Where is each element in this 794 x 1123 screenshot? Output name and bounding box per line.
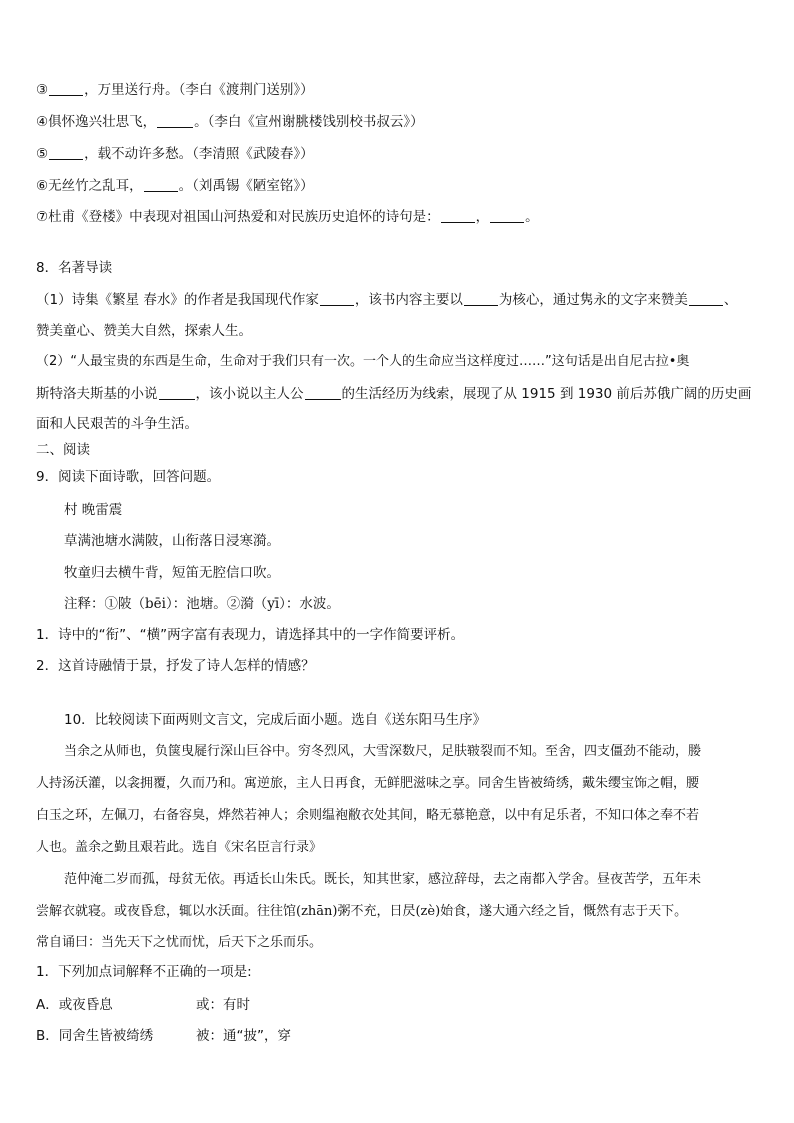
line-text: ，该小说以主人公	[195, 386, 304, 402]
q7-line-3	[36, 80, 764, 100]
line-text: ，万里送行舟。（李白《渡荆门送别》）	[84, 82, 314, 98]
answer-blank[interactable]	[305, 385, 341, 400]
q8-p2-line-3: 面和人民艰苦的斗争生活。	[36, 416, 198, 432]
text2-line-3: 常自诵曰：当先天下之忧而忧，后天下之乐而乐。	[36, 935, 323, 950]
answer-blank[interactable]	[49, 81, 83, 96]
q7-line-5	[36, 144, 764, 164]
q8-p2-line-2	[36, 384, 764, 404]
option-a-key: A．或夜昏息	[36, 997, 113, 1013]
line-text: ⑦杜甫《登楼》中表现对祖国山河热爱和对民族历史追怀的诗句是：	[36, 209, 440, 225]
line-text: 。	[525, 209, 539, 225]
q9-sub-2: 2．这首诗融情于景，抒发了诗人怎样的情感？	[36, 658, 315, 674]
poem-line-2: 牧童归去横牛背，短笛无腔信口吹。	[64, 565, 280, 581]
poem-note: 注释：①陂（bēi）：池塘。②漪（yī）：水波。	[64, 596, 340, 612]
q8-p1-line-1	[36, 290, 764, 310]
answer-blank[interactable]	[464, 291, 498, 306]
line-text: ⑥无丝竹之乱耳，	[36, 178, 143, 194]
answer-blank[interactable]	[689, 291, 723, 306]
item-number: ⑤	[36, 146, 49, 162]
answer-blank[interactable]	[320, 291, 354, 306]
q8-heading: 8．名著导读	[36, 260, 113, 276]
poem-title: 村 晚雷震	[64, 502, 123, 518]
poem-line-1: 草满池塘水满陂，山衔落日浸寒漪。	[64, 533, 280, 549]
q7-line-6	[36, 176, 764, 196]
option-a-value: 或：有时	[196, 997, 250, 1013]
q8-p2-line-1: （2）“人最宝贵的东西是生命，生命对于我们只有一次。一个人的生命应当这样度过……”这句话是出自尼古拉•奥	[36, 354, 690, 369]
option-b-key: B．同舍生皆被绮绣	[36, 1028, 154, 1044]
text1-line-1: 当余之从师也，负箧曳屣行深山巨谷中。穷冬烈风，大雪深数尺，足肤皲裂而不知。至舍，四支僵劲不能动，媵	[64, 744, 702, 759]
line-text: 。（李白《宣州谢脁楼饯别校书叔云》）	[194, 114, 424, 130]
line-text: 、	[723, 292, 738, 308]
answer-blank[interactable]	[159, 385, 195, 400]
item-number: ③	[36, 82, 49, 98]
line-text: 为核心，通过隽永的文字来赞美	[498, 292, 688, 308]
option-a	[36, 995, 764, 1015]
line-text: 的生活经历为线索，展现了从 1915 到 1930 前后苏俄广阔的历史画	[341, 386, 752, 402]
section-heading: 二、阅读	[36, 442, 90, 458]
q9-sub-1: 1．诗中的“衔”、“横”两字富有表现力，请选择其中的一字作简要评析。	[36, 627, 465, 643]
line-text: （1）诗集《繁星 春水》的作者是我国现代作家	[36, 292, 319, 308]
q7-line-4	[36, 112, 764, 132]
q7-line-7	[36, 207, 764, 227]
q8-p1-line-2: 赞美童心、赞美大自然，探索人生。	[36, 323, 252, 339]
line-text: ，该书内容主要以	[354, 292, 463, 308]
line-text: ，	[475, 209, 490, 225]
answer-blank[interactable]	[441, 208, 475, 223]
answer-blank[interactable]	[490, 208, 524, 223]
line-text: 斯特洛夫斯基的小说	[36, 386, 158, 402]
q9-heading: 9．阅读下面诗歌，回答问题。	[36, 469, 221, 485]
q10-sub-1: 1．下列加点词解释不正确的一项是:	[36, 964, 252, 980]
line-text: 。（刘禹锡《陋室铭》）	[178, 178, 314, 194]
option-b	[36, 1026, 764, 1046]
answer-blank[interactable]	[157, 113, 193, 128]
text2-line-1: 范仲淹二岁而孤，母贫无依。再适长山朱氏。既长，知其世家，感泣辞母，去之南都入学舍。昼夜苦学，五年未	[64, 872, 702, 887]
text1-line-2: 人持汤沃灌，以衾拥覆，久而乃和。寓逆旅，主人日再食，无鲜肥滋味之享。同舍生皆被绮绣，戴朱缨宝饰之帽，腰	[36, 776, 700, 791]
option-b-value: 被：通“披”，穿	[196, 1028, 291, 1044]
text1-line-3: 白玉之环，左佩刀，右备容臭，烨然若神人；余则缊袍敝衣处其间，略无慕艳意，以中有足乐者，不知口体之奉不若	[36, 808, 700, 823]
answer-blank[interactable]	[144, 177, 178, 192]
q10-heading: 10．比较阅读下面两则文言文，完成后面小题。选自《送东阳马生序》	[64, 712, 487, 728]
line-text: ，载不动许多愁。（李清照《武陵春》）	[84, 146, 314, 162]
text2-line-2: 尝解衣就寝。或夜昏怠，辄以水沃面。往往馆(zhān)粥不充，日昃(zè)始食，遂大通六经之旨，慨然有志于天下。	[36, 904, 688, 919]
text1-line-4: 人也。盖余之勤且艰若此。选自《宋名臣言行录》	[36, 840, 323, 855]
line-text: ④俱怀逸兴壮思飞，	[36, 114, 157, 130]
answer-blank[interactable]	[49, 145, 83, 160]
